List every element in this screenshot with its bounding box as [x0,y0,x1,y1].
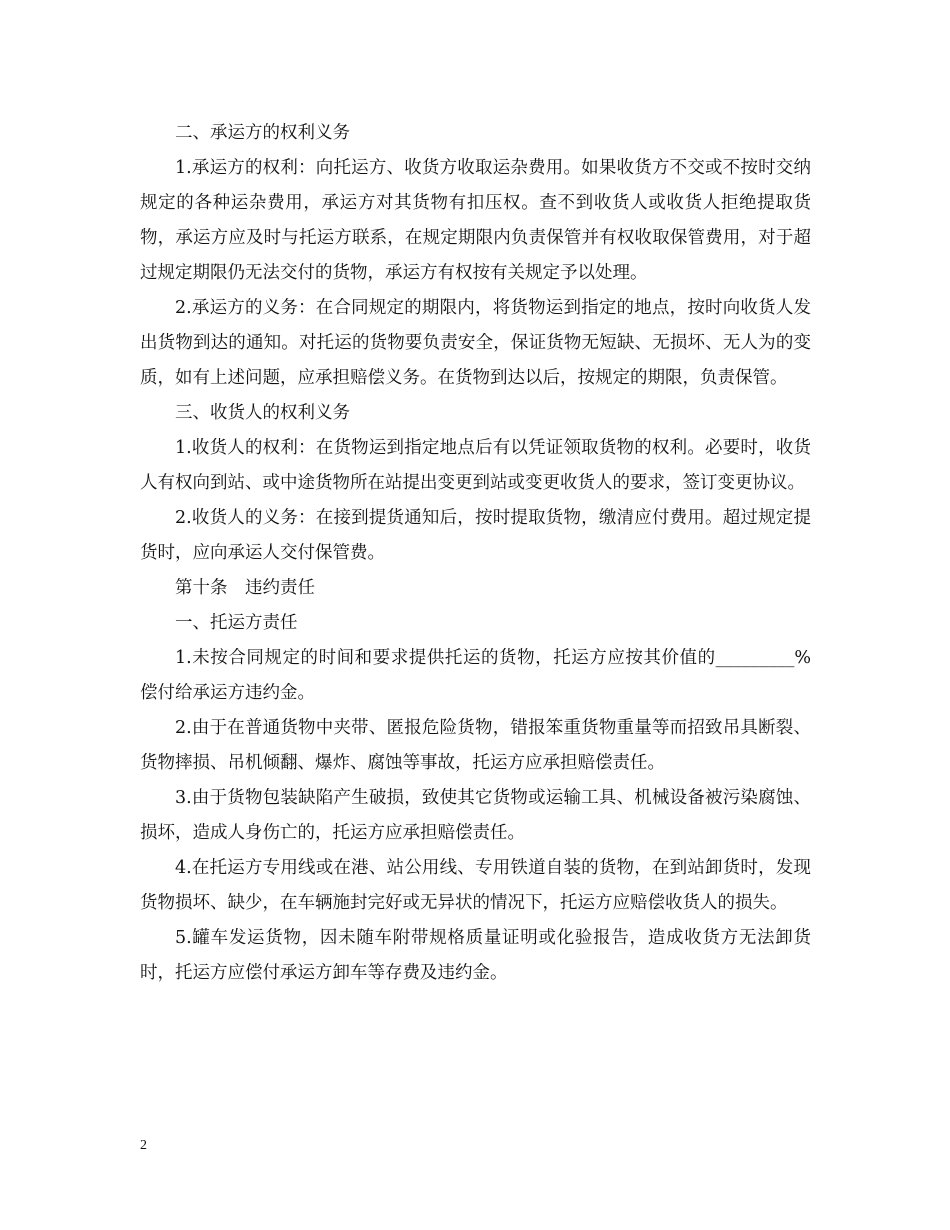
paragraph-liability-2: 2.由于在普通货物中夹带、匿报危险货物，错报笨重货物重量等而招致吊具断裂、货物摔损、吊机倾翻、爆炸、腐蚀等事故，托运方应承担赔偿责任。 [140,718,811,773]
paragraph-carrier-obligations: 2.承运方的义务：在合同规定的期限内，将货物运到指定的地点，按时向收货人发出货物到达的通知。对托运的货物要负责安全，保证货物无短缺、无损坏、无人为的变质，如有上述问题，应承担赔偿义务。在货物到达以后，按规定的期限，负责保管。 [140,298,811,388]
section-heading-carrier-rights: 二、承运方的权利义务 [175,123,350,143]
article-heading-liability: 第十条 违约责任 [175,578,315,598]
section-heading-shipper-liability: 一、托运方责任 [175,613,298,633]
page-number: 2 [140,1138,147,1153]
paragraph-liability-5: 5.罐车发运货物，因未随车附带规格质量证明或化验报告，造成收货方无法卸货时，托运方应偿付承运方卸车等存费及违约金。 [140,928,811,983]
paragraph-carrier-rights: 1.承运方的权利：向托运方、收货方收取运杂费用。如果收货方不交或不按时交纳规定的各种运杂费用，承运方对其货物有扣压权。查不到收货人或收货人拒绝提取货物，承运方应及时与托运方联系，在规定期限内负责保管并有权收取保管费用，对于超过规定期限仍无法交付的货物，承运方有权按有关规定予以处理。 [140,158,811,283]
paragraph-liability-1: 1.未按合同规定的时间和要求提供托运的货物，托运方应按其价值的_________%偿付给承运方违约金。 [140,648,811,703]
paragraph-consignee-obligations: 2.收货人的义务：在接到提货通知后，按时提取货物，缴清应付费用。超过规定提货时，应向承运人交付保管费。 [140,508,811,563]
paragraph-liability-4: 4.在托运方专用线或在港、站公用线、专用铁道自装的货物，在到站卸货时，发现货物损坏、缺少，在车辆施封完好或无异状的情况下，托运方应赔偿收货人的损失。 [140,858,811,913]
paragraph-liability-3: 3.由于货物包装缺陷产生破损，致使其它货物或运输工具、机械设备被污染腐蚀、损坏，造成人身伤亡的，托运方应承担赔偿责任。 [140,788,811,843]
section-heading-consignee-rights: 三、收货人的权利义务 [175,403,350,423]
document-body [140,116,811,991]
paragraph-consignee-rights: 1.收货人的权利：在货物运到指定地点后有以凭证领取货物的权利。必要时，收货人有权向到站、或中途货物所在站提出变更到站或变更收货人的要求，签订变更协议。 [140,438,811,493]
